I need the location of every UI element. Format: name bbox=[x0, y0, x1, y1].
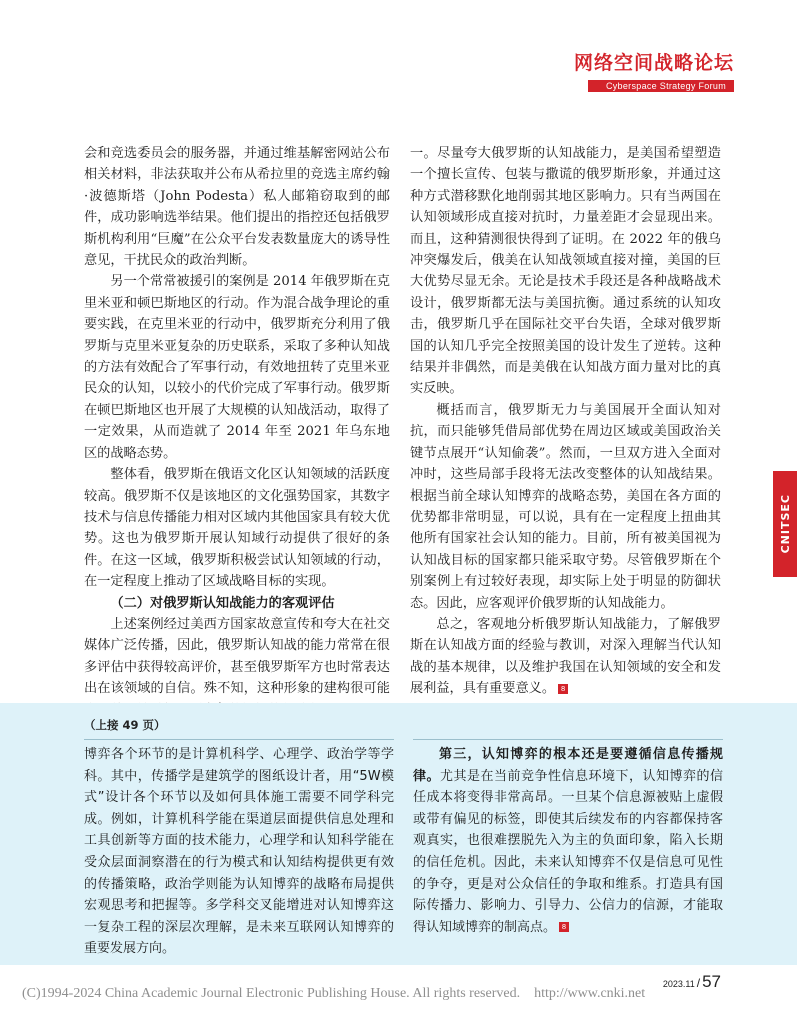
continued-label: （上接 49 页） bbox=[84, 718, 166, 732]
side-section-tab bbox=[773, 471, 797, 577]
paragraph: 博弈各个环节的是计算机科学、心理学、政治学等学科。其中，传播学是建筑学的图纸设计者，用“5W模式”设计各个环节以及如何具体施工需要不同学科完成。例如，计算机科学能在渠道层面提供信息处理和工具创新等方面的技术能力，心理学和认知科学能在受众层面洞察潜在的行为模式和认知结构提供更有效的传播策略，政治学则能为认知博弈的战略布局提供宏观思考和把握等。多学科交叉能增进对认知博弈这一复杂工程的深层次理解，是未来互联网认知博弈的重要发展方向。 bbox=[84, 747, 394, 957]
divider bbox=[84, 739, 394, 740]
paragraph: 会和竞选委员会的服务器，并通过维基解密网站公布相关材料，非法获取并公布从希拉里的竞选主席约翰·波德斯塔（John Podesta）私人邮箱窃取到的邮件，成功影响选举结果。他们提出的指控还包括俄罗斯机构利用“巨魔”在公众平台发表数量庞大的诱导性意见，干扰民众的政治判断。 bbox=[84, 146, 390, 269]
continued-right-column bbox=[413, 744, 723, 938]
side-tab-label: CNITSEC bbox=[778, 494, 792, 554]
page-number: 57 bbox=[702, 972, 721, 991]
end-mark-icon: 8 bbox=[559, 922, 569, 932]
brand-title: 网络空间战略论坛 bbox=[573, 52, 734, 74]
divider bbox=[413, 739, 723, 740]
journal-brand bbox=[574, 52, 734, 93]
footer-url[interactable]: http://www.cnki.net bbox=[534, 986, 646, 1001]
article-right-column bbox=[410, 143, 721, 700]
continued-left-column bbox=[84, 744, 394, 960]
copyright-footer bbox=[22, 986, 645, 1002]
paragraph: 另一个常常被援引的案例是 2014 年俄罗斯在克里米亚和顿巴斯地区的行动。作为混合战争理论的重要实践，在克里米亚的行动中，俄罗斯充分利用了俄罗斯与克里米亚复杂的历史联系，采取了多种认知战的方法有效配合了军事行动，有效地扭转了克里米亚民众的认知，以较小的代价完成了军事行动。俄罗斯在顿巴斯地区也开展了大规模的认知战活动，取得了一定效果，从而造就了 2014 年至 2021 年乌东地区的战略态势。 bbox=[84, 274, 390, 461]
paragraph bbox=[413, 744, 723, 938]
section-heading: （二）对俄罗斯认知战能力的客观评估 bbox=[110, 595, 335, 611]
page-separator: / bbox=[696, 976, 701, 990]
paragraph: 概括而言，俄罗斯无力与美国展开全面认知对抗，而只能够凭借局部优势在周边区域或美国政治关键节点展开“认知偷袭”。然而，一旦双方进入全面对冲时，这些局部手段将无法改变整体的认知战结果。根据当前全球认知博弈的战略态势，美国在各方面的优势都非常明显，可以说，具有在一定程度上扭曲其他所有国家社会认知的能力。目前，所有被美国视为认知战目标的国家都只能采取守势。尽管俄罗斯在个别案例上有过较好表现，却实际上处于明显的防御状态。因此，应客观评价俄罗斯的认知战能力。 bbox=[410, 402, 721, 611]
copyright-text: (C)1994-2024 China Academic Journal Electronic Publishing House. All rights reserved. bbox=[22, 986, 521, 1001]
paragraph: 一。尽量夸大俄罗斯的认知战能力，是美国希望塑造一个擅长宣传、包装与撒谎的俄罗斯形象，并通过这种方式潜移默化地削弱其地区影响力。只有当两国在认知领域形成直接对抗时，力量差距才会显现出来。而且，这种猜测很快得到了证明。在 2022 年的俄乌冲突爆发后，俄美在认知战领域直接对撞，美国的巨大优势尽显无余。无论是技术手段还是各种战略战术设计，俄罗斯都无法与美国抗衡。通过系统的认知攻击，俄罗斯几乎在国际社交平台失语，全球对俄罗斯国的认知几乎完全按照美国的设计发生了逆转。这种结果并非偶然，而是美俄在认知战方面力量对比的真实反映。 bbox=[410, 146, 721, 397]
end-mark-icon: 8 bbox=[558, 684, 568, 694]
brand-subtitle: Cyberspace Strategy Forum bbox=[588, 80, 734, 92]
paragraph-text: 尤其是在当前竞争性信息环境下，认知博弈的信任成本将变得非常高昂。一旦某个信息源被贴上虚假或带有偏见的标签，即使其后续发布的内容都保持客观真实，也很难摆脱先入为主的负面印象，陷入长期的信任危机。因此，未来认知博弈不仅是信息可见性的争夺，更是对公众信任的争取和维系。打造具有国际传播力、影响力、引导力、公信力的信源，才能取得认知域博弈的制高点。 bbox=[413, 768, 723, 935]
page-number-block bbox=[663, 972, 721, 992]
paragraph: 整体看，俄罗斯在俄语文化区认知领域的活跃度较高。俄罗斯不仅是该地区的文化强势国家，其数字技术与信息传播能力相对区域内其他国家具有较大优势。这也为俄罗斯开展认知域行动提供了很好的条件。在这一区域，俄罗斯积极尝试认知领域的行动，在一定程度上推动了区域战略目标的实现。 bbox=[84, 467, 390, 590]
article-left-column bbox=[84, 143, 390, 721]
paragraph: 上述案例经过美西方国家故意宣传和夸大在社交媒体广泛传播，因此，俄罗斯认知战的能力常常在很多评估中获得较高评价，甚至俄罗斯军方也时常表达出在该领域的自信。殊不知，这种形象的建构很可能 bbox=[84, 616, 390, 697]
paragraph bbox=[410, 614, 721, 700]
paragraph-text: 总之，客观地分析俄罗斯认知战能力，了解俄罗斯在认知战方面的经验与教训，对深入理解当代认知战的基本规律，以及维护我国在认知领域的安全和发展利益，具有重要意义。 bbox=[410, 616, 721, 697]
bold-lead: 第三，认知博弈的根本还是要遵循信息传播规律。 bbox=[413, 747, 723, 784]
issue-date: 2023.11 bbox=[662, 979, 695, 989]
